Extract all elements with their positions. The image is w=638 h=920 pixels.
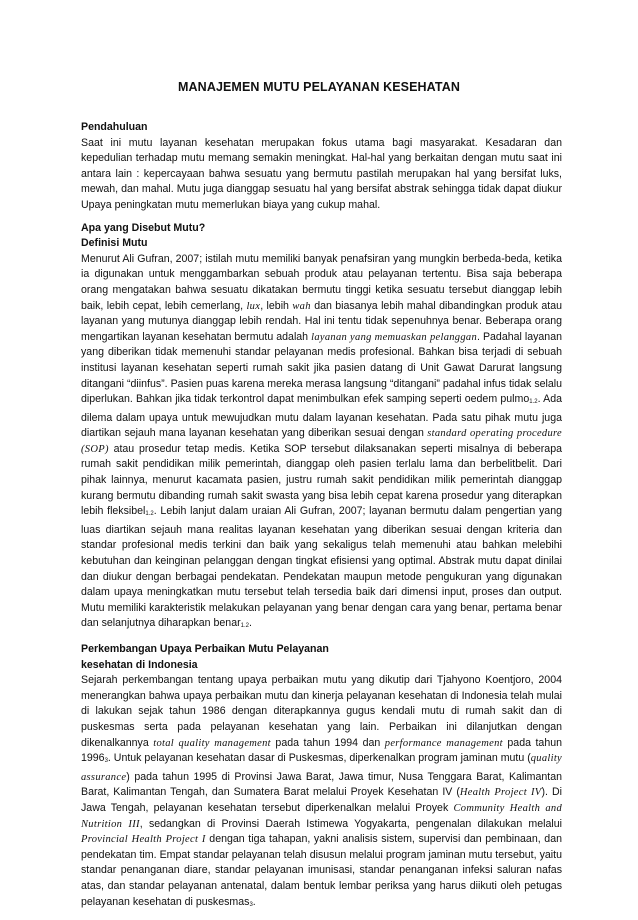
text-run: dengan tiga tahapan, yakni analisis sistem, supervisi dan pembinaan, dan pendekatan tim. Empat standar pelayanan telah disusun melalui program jaminan mutu tersebut, yaitu standar penanganan diare, standar pelayanan imunisasi, standar penanganan infeksi saluran nafas atas, dan standar pelayanan antenatal, dalam bentuk lembar periksa yang harus diikuti oleh petugas pelayanan kesehatan di puskesmas xyxy=(81,833,562,908)
text-run: atau prosedur tetap medis. Ketika SOP tersebut dilaksanakan seperti misalnya di beberapa rumah sakit pendidikan milik pemerintah, dianggap oleh pasien terlalu lama dan berbelitbelit. Dari pihak lainnya, menurut kacamata pasien, justru rumah sakit pendidikan milik pemerintah dianggap kurang bermutu dibanding rumah sakit swasta yang bisa lebih cepat karena prosedur yang diterapkan lebih fleksibel xyxy=(81,442,562,518)
paragraph-perkembangan xyxy=(81,673,562,913)
heading-definisi-mutu: Definisi Mutu xyxy=(81,237,148,250)
reference-mark: 1.2 xyxy=(145,511,154,518)
italic-term: performance management xyxy=(384,737,503,749)
heading-perkembangan-indonesia: kesehatan di Indonesia xyxy=(81,658,198,671)
reference-mark: 1.2 xyxy=(240,623,249,630)
text-run: . Lebih lanjut dalam uraian Ali Gufran, 2007; layanan bermutu dalam pengertian yang luas diartikan sejauh mana realitas layanan kesehatan yang diberikan sesuai dengan kriteria dan standar profesional medis terkini dan baik yang sekaligus telah memenuhi atau bahkan melebihi kebutuhan dan keinginan pelanggan dengan tingkat efisiensi yang optimal. Abstrak mutu dapat dinilai dan diukur dengan berbagai pendekatan. Pendekatan maupun metode pengukuran yang digunakan dalam upaya meningkatkan mutu tersebut telah tersedia baik dari dimensi input, proses dan output. Mutu memiliki karakteristik melakukan pelayanan yang benar dengan cara yang benar, pertama benar dan selanjutnya diharapkan benar xyxy=(81,505,562,630)
text-run: . Ada dilema dalam upaya untuk mewujudkan mutu dalam layanan kesehatan. Pada satu pihak mutu juga diartikan sejauh mana layanan kesehatan yang diberikan sesuai dengan xyxy=(81,393,563,440)
text-run: pada tahun 1996 xyxy=(81,736,562,765)
text-run: pada tahun 1994 dan xyxy=(275,736,381,749)
italic-term: standard operating procedure (SOP) xyxy=(81,428,562,455)
text-run: , sedangkan di Provinsi Daerah Istimewa Yogyakarta, pengenalan dilakukan melalui xyxy=(139,817,562,830)
paragraph-definisi-mutu xyxy=(81,252,562,635)
italic-term: lux xyxy=(246,300,261,312)
italic-term: layanan yang memuaskan pelanggan xyxy=(311,331,477,343)
italic-term: wah xyxy=(292,300,311,312)
document-body xyxy=(81,120,562,920)
text-run: dan biasanya lebih mahal dibandingkan produk atau layanan yang mutunya dianggap lebih rendah. Hal ini tentu tidak sepenuhnya benar. Beberapa orang mengartikan layanan kesehatan bermutu adalah xyxy=(81,299,562,343)
reference-mark: 3 xyxy=(249,901,253,908)
italic-term: Community Health and Nutrition III xyxy=(81,802,562,830)
text-run: . xyxy=(252,895,256,908)
reference-mark: 3 xyxy=(104,758,108,765)
italic-term: quality assurance xyxy=(81,753,562,783)
heading-apa-mutu: Apa yang Disebut Mutu? xyxy=(81,221,206,234)
text-run: . xyxy=(248,617,252,630)
text-run: Menurut Ali Gufran, 2007; istilah mutu memiliki banyak penafsiran yang mungkin berbeda-beda, ketika ia digunakan untuk menggambarkan sebuah produk atau pelayanan tertentu. Bisa saja beberapa orang mengatakan bahwa sesuatu dikatakan bermutu tinggi ketika sesuatu tersebut dianggap lebih baik, lebih cepat, lebih cemerlang, xyxy=(81,252,562,312)
heading-pendahuluan: Pendahuluan xyxy=(81,121,148,133)
reference-mark: 1.2 xyxy=(529,399,538,406)
text-run: ). Di Jawa Tengah, pelayanan kesehatan tersebut diperkenalkan melalui Proyek xyxy=(81,786,563,814)
text-run: , lebih xyxy=(260,299,289,312)
text-run: . Untuk pelayanan kesehatan dasar di Puskesmas, diperkenalkan program jaminan mutu ( xyxy=(107,752,531,765)
text-run: . Padahal layanan yang diberikan tidak memenuhi standar pelayanan medis profesional. Bahkan bisa terjadi di sebuah institusi layanan kesehatan seperti rumah sakit jika pasien datang di Unit Gawat Darurat langsung ditangani “diinfus”. Pasien puas karena mereka merasa langsung “ditangani” padahal infus tidak selalu diperlukan. Bahkan jika tidak terkontrol dapat menimbulkan efek samping seperti oedem pulmo xyxy=(81,330,562,406)
italic-term: total quality management xyxy=(153,737,271,749)
text-run: Sejarah perkembangan tentang upaya perbaikan mutu yang dikutip dari Tjahyono Koentjoro, 2004 menerangkan bahwa upaya perbaikan mutu dan kinerja pelayanan kesehatan di Indonesia telah mulai di lakukan sejak tahun 1986 dengan diterapkannya gugus kendali mutu di rumah sakit dan di puskesmas serta pada pelayanan kesehatan yang lain. Perbaikan ini dilanjutkan dengan dikenalkannya xyxy=(81,674,562,749)
italic-term: Provincial Health Project I xyxy=(81,834,206,846)
text-run: ) pada tahun 1995 di Provinsi Jawa Barat, Jawa timur, Nusa Tenggara Barat, Kalimantan Barat, Kalimantan Tengah, dan Sumatera Barat melalui Proyek Kesehatan IV ( xyxy=(81,770,562,799)
italic-term: Health Project IV xyxy=(459,787,542,799)
heading-perkembangan: Perkembangan Upaya Perbaikan Mutu Pelayanan xyxy=(81,643,329,655)
paragraph-pendahuluan: Saat ini mutu layanan kesehatan merupakan fokus utama bagi masyarakat. Kesadaran dan kepedulian terhadap mutu memang semakin meningkat. Hal-hal yang berkaitan dengan mutu saat ini antara lain : kepercayaan bahwa sesuatu yang bermutu pastilah merupakan hal yang bersifat luks, mewah, dan mahal. Mutu juga dianggap sesuatu hal yang bersifat abstrak sehingga tidak dapat diukur Upaya peningkatan mutu memerlukan biaya yang cukup mahal. xyxy=(81,136,562,211)
document-title: MANAJEMEN MUTU PELAYANAN KESEHATAN xyxy=(178,80,460,94)
